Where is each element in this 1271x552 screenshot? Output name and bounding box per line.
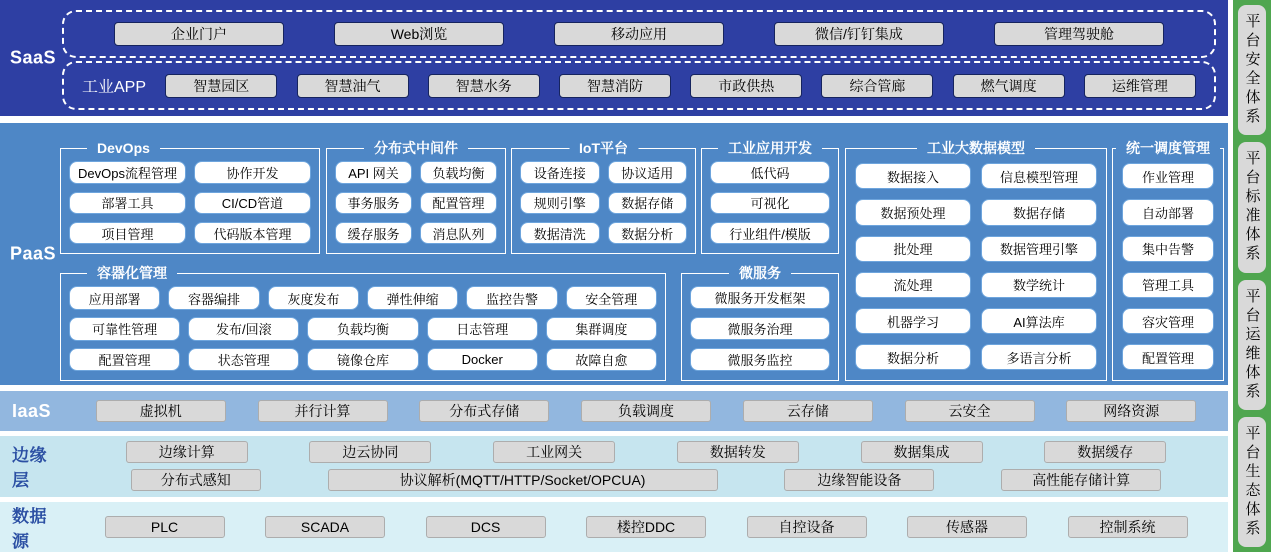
chip: DevOps流程管理	[69, 161, 186, 183]
chip: 集群调度	[546, 317, 657, 341]
group-content	[61, 274, 665, 380]
group-title: DevOps	[87, 139, 160, 157]
chip: 微服务治理	[690, 317, 830, 340]
group-content	[512, 149, 695, 253]
chip: AI算法库	[981, 308, 1097, 334]
chip: 楼控DDC	[586, 516, 706, 538]
edge-label: 边缘层	[12, 446, 47, 491]
saas-apps-box	[62, 10, 1216, 58]
group-content	[1113, 149, 1223, 380]
chip: 数据分析	[608, 222, 688, 244]
chip: 监控告警	[466, 286, 557, 310]
chip: 配置管理	[1122, 344, 1214, 370]
chip: 工业网关	[493, 441, 615, 463]
iaas-label: IaaS	[12, 400, 52, 421]
chip: 故障自愈	[546, 348, 657, 372]
chip: 数据清洗	[520, 222, 600, 244]
datasource-label: 数据源	[12, 507, 47, 551]
chip: 数据转发	[677, 441, 799, 463]
chip: 作业管理	[1122, 163, 1214, 189]
chip: 状态管理	[188, 348, 299, 372]
chip: 代码版本管理	[194, 222, 311, 244]
group-title: 统一调度管理	[1116, 139, 1220, 157]
chip: 设备连接	[520, 161, 600, 183]
chip: 发布/回滚	[188, 317, 299, 341]
layer-iaas	[0, 391, 1228, 430]
group-content	[61, 149, 319, 253]
group-title: 工业应用开发	[718, 139, 822, 157]
datasource-items	[64, 516, 1228, 538]
chip-row	[69, 348, 657, 372]
chip-row	[69, 286, 657, 310]
sidebar-item-ecosystem-system: 平台生态体系	[1238, 417, 1266, 547]
chip: 事务服务	[335, 192, 412, 214]
chip: 数学统计	[981, 272, 1097, 298]
chip: 负载调度	[581, 400, 711, 422]
group-content	[702, 149, 838, 253]
chip: 管理驾驶舱	[994, 22, 1164, 46]
chip: 云存储	[743, 400, 873, 422]
chip: 多语言分析	[981, 344, 1097, 370]
chip: 信息模型管理	[981, 163, 1097, 189]
chip: 云安全	[905, 400, 1035, 422]
chip-row	[69, 317, 657, 341]
edge-items	[64, 441, 1228, 491]
group-title: 容器化管理	[87, 264, 177, 282]
chip: 虚拟机	[96, 400, 226, 422]
chip: 自控设备	[747, 516, 867, 538]
chip: 数据接入	[855, 163, 971, 189]
chip: 管理工具	[1122, 272, 1214, 298]
group-title: 工业大数据模型	[917, 139, 1035, 157]
platform-system-sidebar	[1233, 0, 1271, 552]
chip: 移动应用	[554, 22, 724, 46]
chip: 容灾管理	[1122, 308, 1214, 334]
group-title: 微服务	[729, 264, 791, 282]
industrial-app-label: 工业APP	[82, 79, 147, 96]
chip: 低代码	[710, 161, 830, 183]
sidebar-item-security-system: 平台安全体系	[1238, 5, 1266, 135]
chip: 批处理	[855, 236, 971, 262]
chip: 可靠性管理	[69, 317, 180, 341]
chip: DCS	[426, 516, 546, 538]
chip: 安全管理	[566, 286, 657, 310]
chip: 综合管廊	[821, 74, 933, 98]
chip: 数据存储	[608, 192, 688, 214]
sidebar-item-operation-system: 平台运维体系	[1238, 280, 1266, 410]
chip: 控制系统	[1068, 516, 1188, 538]
chip: 协议适用	[608, 161, 688, 183]
chip: 传感器	[907, 516, 1027, 538]
group-devops	[60, 140, 320, 254]
iaas-items	[64, 400, 1228, 422]
group-content	[846, 149, 1106, 380]
chip: 灰度发布	[268, 286, 359, 310]
chip: 高性能存储计算	[1001, 469, 1161, 491]
chip: SCADA	[265, 516, 385, 538]
chip: 缓存服务	[335, 222, 412, 244]
chip-row	[64, 469, 1228, 491]
chip: 微服务开发框架	[690, 286, 830, 309]
group-content	[327, 149, 505, 253]
group-middleware	[326, 140, 506, 254]
chip: 微服务监控	[690, 348, 830, 371]
group-microservice	[681, 265, 839, 381]
chip: 边缘计算	[126, 441, 248, 463]
chip: API 网关	[335, 161, 412, 183]
chip: 协议解析(MQTT/HTTP/Socket/OPCUA)	[328, 469, 718, 491]
group-unified-scheduling	[1112, 140, 1224, 381]
chip: 可视化	[710, 192, 830, 214]
layer-edge	[0, 436, 1228, 497]
industrial-app-box	[62, 61, 1216, 110]
chip: 消息队列	[420, 222, 497, 244]
chip: 智慧水务	[428, 74, 540, 98]
chip: 弹性伸缩	[367, 286, 458, 310]
chip: 市政供热	[690, 74, 802, 98]
chip: 分布式存储	[419, 400, 549, 422]
paas-label: PaaS	[10, 243, 57, 264]
group-content	[682, 274, 838, 380]
chip: 配置管理	[420, 192, 497, 214]
chip: 流处理	[855, 272, 971, 298]
chip: 自动部署	[1122, 199, 1214, 225]
sidebar-item-standard-system: 平台标准体系	[1238, 142, 1266, 272]
chip: 项目管理	[69, 222, 186, 244]
chip: 负载均衡	[420, 161, 497, 183]
chip: 集中告警	[1122, 236, 1214, 262]
chip: 行业组件/模版	[710, 222, 830, 244]
saas-label: SaaS	[10, 47, 57, 68]
chip: 部署工具	[69, 192, 186, 214]
chip: 日志管理	[427, 317, 538, 341]
chip: 数据缓存	[1044, 441, 1166, 463]
chip: 协作开发	[194, 161, 311, 183]
chip: 机器学习	[855, 308, 971, 334]
layer-paas	[0, 123, 1228, 385]
chip: 智慧消防	[559, 74, 671, 98]
chip: 并行计算	[258, 400, 388, 422]
chip-row	[64, 441, 1228, 463]
chip: 智慧园区	[165, 74, 277, 98]
chip: 数据预处理	[855, 199, 971, 225]
chip: 边云协同	[309, 441, 431, 463]
layer-saas	[0, 0, 1228, 116]
chip: 网络资源	[1066, 400, 1196, 422]
chip: 分布式感知	[131, 469, 261, 491]
chip: Docker	[427, 348, 538, 372]
layer-datasource	[0, 502, 1228, 552]
chip: Web浏览	[334, 22, 504, 46]
chip: 企业门户	[114, 22, 284, 46]
chip: 边缘智能设备	[784, 469, 934, 491]
chip: 数据集成	[861, 441, 983, 463]
group-container-management	[60, 265, 666, 381]
chip: 规则引擎	[520, 192, 600, 214]
group-title: 分布式中间件	[364, 139, 468, 157]
chip: 应用部署	[69, 286, 160, 310]
chip: 智慧油气	[297, 74, 409, 98]
chip: PLC	[105, 516, 225, 538]
chip: 运维管理	[1084, 74, 1196, 98]
group-industrial-bigdata-model	[845, 140, 1107, 381]
group-title: IoT平台	[569, 139, 638, 157]
group-industrial-app-dev	[701, 140, 839, 254]
chip: 负载均衡	[307, 317, 418, 341]
chip: 镜像仓库	[307, 348, 418, 372]
chip: 数据存储	[981, 199, 1097, 225]
chip: 燃气调度	[953, 74, 1065, 98]
chip: 数据分析	[855, 344, 971, 370]
chip: 数据管理引擎	[981, 236, 1097, 262]
group-iot-platform	[511, 140, 696, 254]
chip: 容器编排	[168, 286, 259, 310]
chip: 微信/钉钉集成	[774, 22, 944, 46]
chip: 配置管理	[69, 348, 180, 372]
chip: CI/CD管道	[194, 192, 311, 214]
